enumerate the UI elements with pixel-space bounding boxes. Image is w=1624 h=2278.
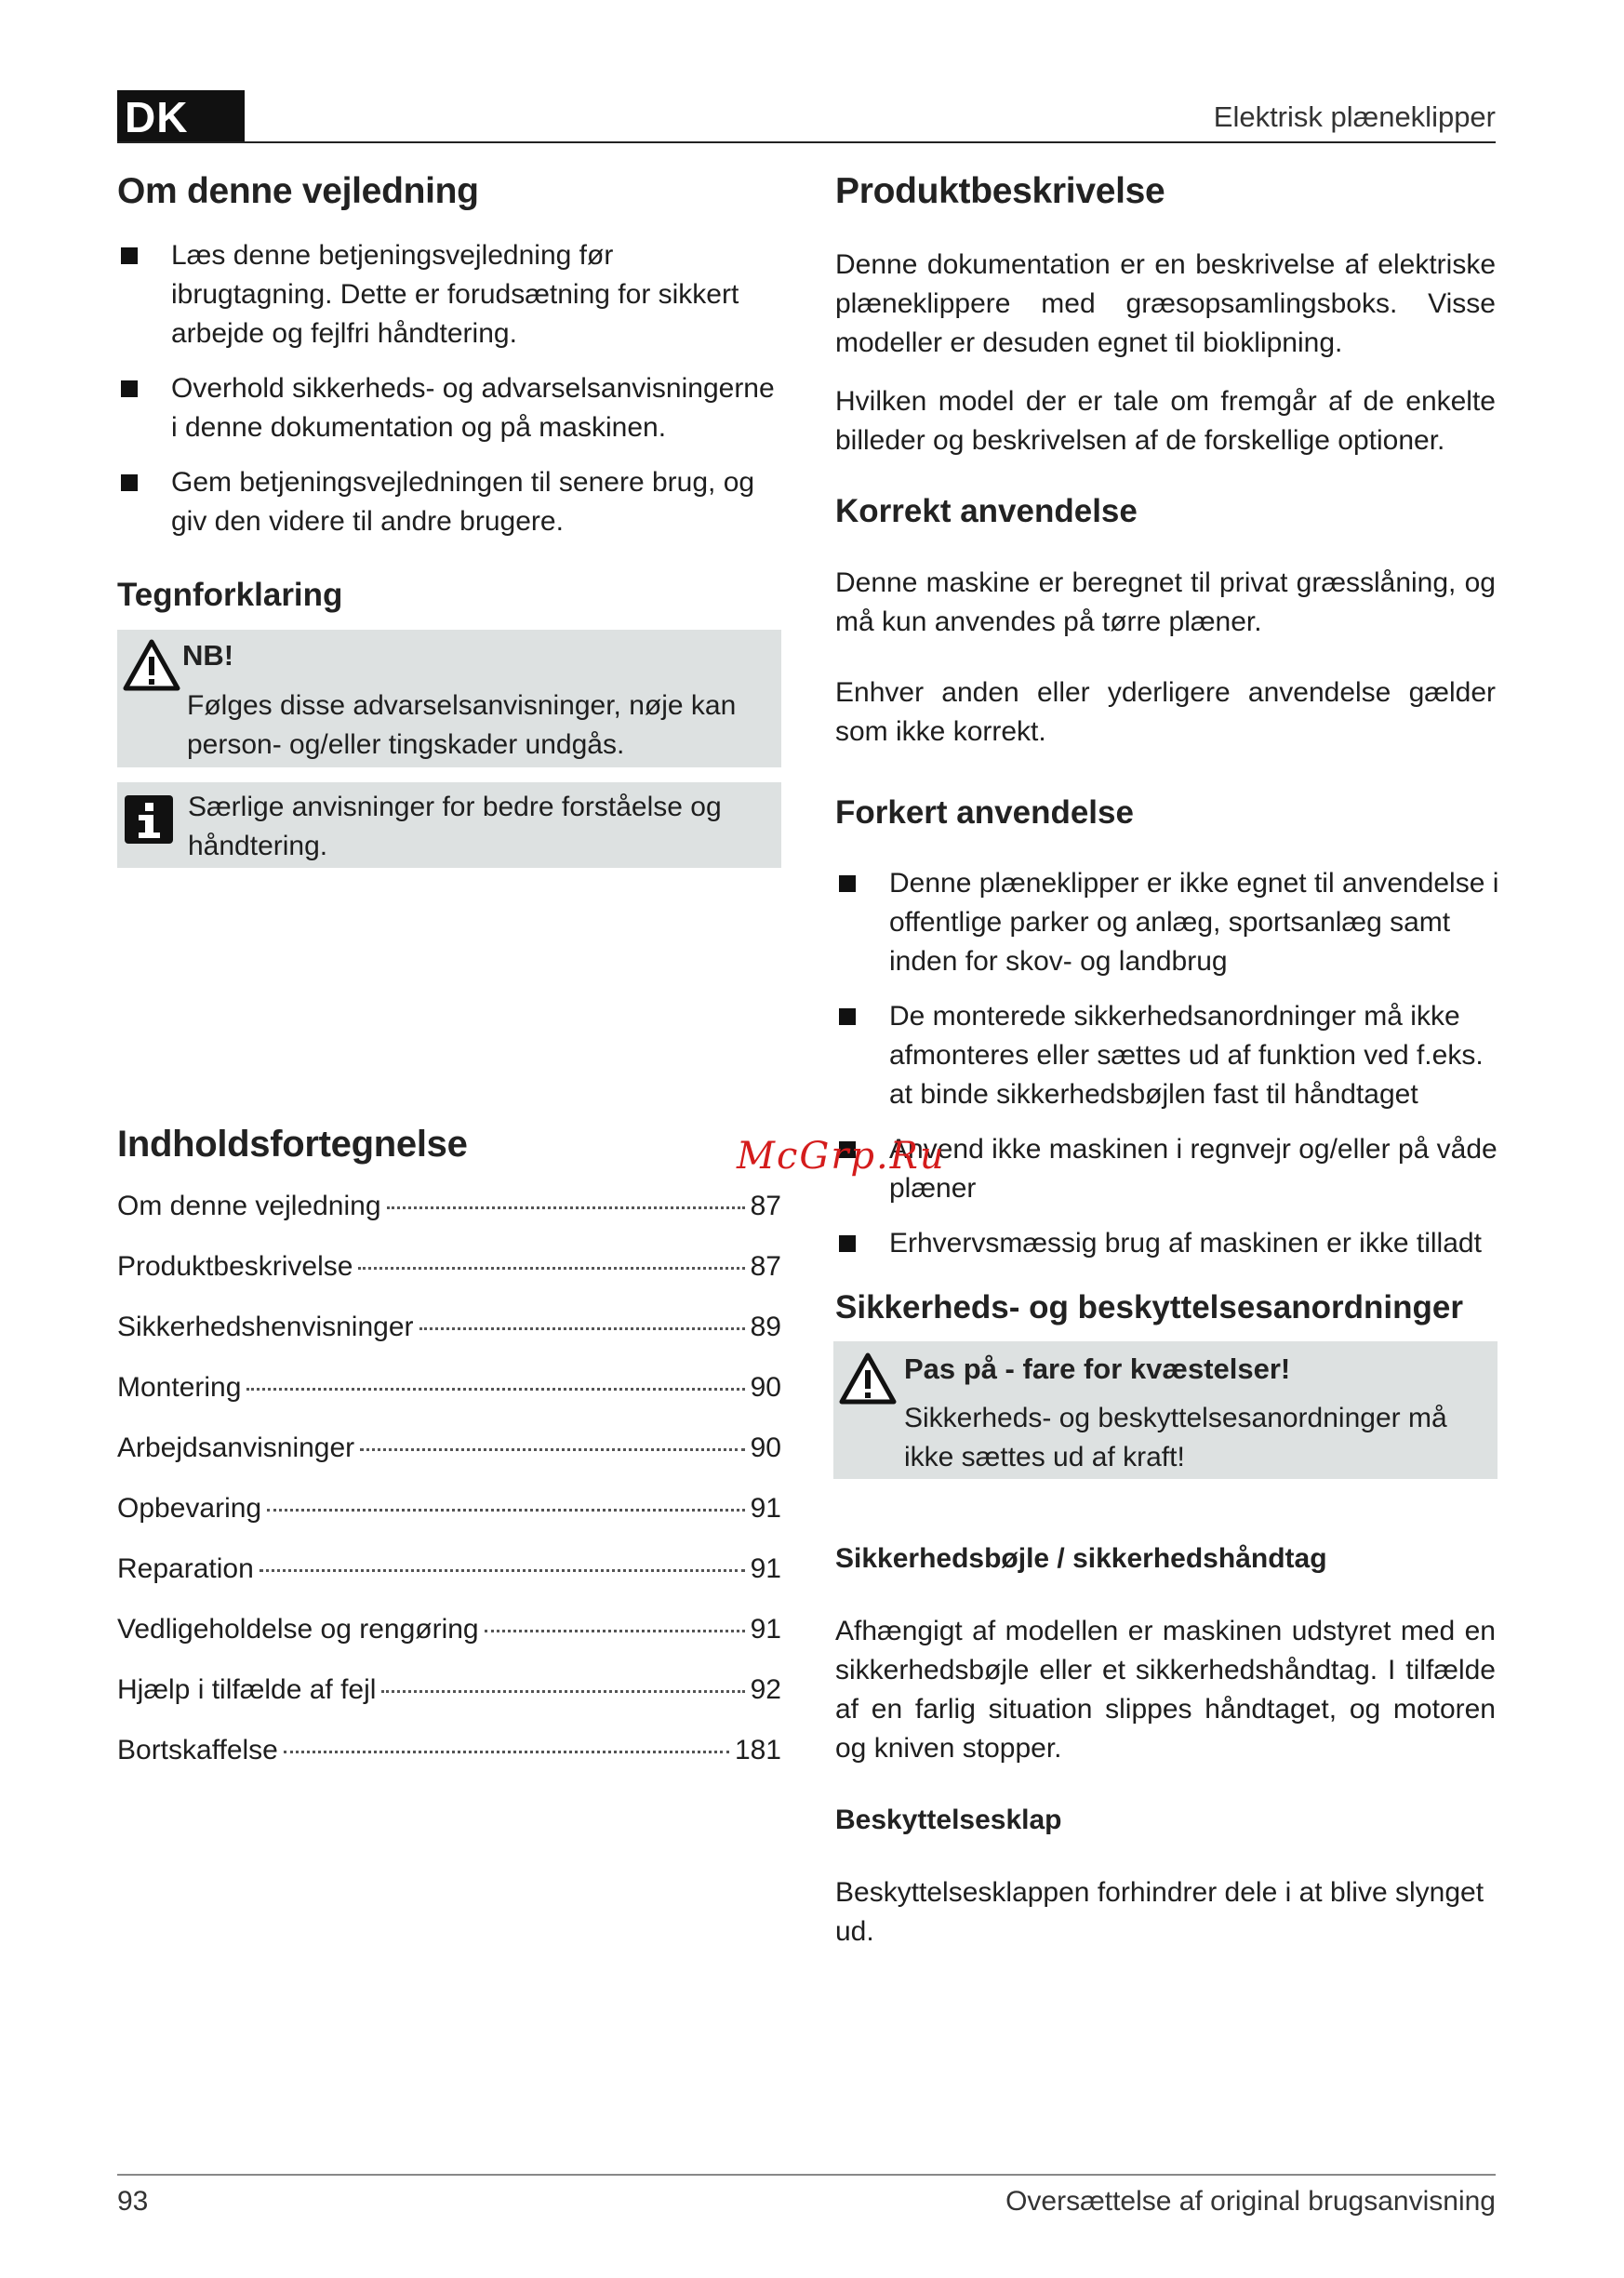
product-heading: Produktbeskrivelse <box>835 171 1165 211</box>
legend-info-box <box>117 782 781 868</box>
page-number: 93 <box>117 2186 149 2217</box>
bullet-square-icon <box>839 875 856 892</box>
safety-bail-heading: Sikkerhedsbøjle / sikkerhedshåndtag <box>835 1543 1327 1574</box>
protection-flap-heading: Beskyttelsesklap <box>835 1805 1062 1835</box>
footer-text: Oversættelse af original brugsanvisning <box>1005 2186 1496 2217</box>
bullet-square-icon <box>121 380 138 397</box>
about-heading: Om denne vejledning <box>117 171 479 211</box>
toc-entry[interactable]: Bortskaffelse 181 <box>117 1735 781 1765</box>
watermark: McGrp.Ru <box>737 1135 946 1178</box>
bullet-square-icon <box>839 1235 856 1252</box>
legend-heading: Tegnforklaring <box>117 577 343 613</box>
toc-entry[interactable]: Produktbeskrivelse 87 <box>117 1251 781 1282</box>
safety-warning-box <box>833 1341 1498 1479</box>
list-item: Anvend ikke maskinen i regnvejr og/eller på våde plæner <box>835 1130 1505 1208</box>
bullet-square-icon <box>121 474 138 491</box>
safety-heading: Sikkerheds- og beskyttelsesanordninger <box>835 1289 1463 1326</box>
protection-flap-paragraph: Beskyttelsesklappen forhindrer dele i at blive slynget ud. <box>835 1877 1484 1947</box>
list-item: Erhvervsmæssig brug af maskinen er ikke tilladt <box>835 1224 1505 1263</box>
info-text: Særlige anvisninger for bedre forståelse og håndtering. <box>188 792 722 861</box>
warning-triangle-icon <box>839 1352 897 1405</box>
list-item: Gem betjeningsvejledningen til senere brug, og giv den videre til andre brugere. <box>117 463 782 541</box>
toc-entry[interactable]: Vedligeholdelse og rengøring 91 <box>117 1614 781 1645</box>
bullet-square-icon <box>839 1008 856 1025</box>
toc-entry[interactable]: Sikkerhedshenvisninger 89 <box>117 1312 781 1342</box>
warning-triangle-icon <box>123 639 180 691</box>
toc-entry[interactable]: Hjælp i tilfælde af fejl 92 <box>117 1674 781 1705</box>
legend-warning-box <box>117 630 781 767</box>
language-badge: DK <box>117 90 245 142</box>
toc-entry[interactable]: Om denne vejledning 87 <box>117 1191 781 1221</box>
list-item: Overhold sikkerheds- og advarselsanvisningerne i denne dokumentation og på maskinen. <box>117 369 782 447</box>
warning-label: NB! <box>182 639 234 672</box>
wrong-use-heading: Forkert anvendelse <box>835 794 1134 831</box>
warning-text: Følges disse advarselsanvisninger, nøje kan person- og/eller tingskader undgås. <box>187 690 737 760</box>
info-icon <box>123 793 175 846</box>
list-item: De monterede sikkerhedsanordninger må ikke afmonteres eller sættes ud af funktion ved f.eks. at binde sikkerhedsbøjlen fast til håndtaget <box>835 997 1505 1114</box>
list-item: Denne plæneklipper er ikke egnet til anvendelse i offentlige parker og anlæg, sportsanlæg samt inden for skov- og landbrug <box>835 864 1505 981</box>
wrong-use-bullet-list <box>835 864 1505 1279</box>
header-title: Elektrisk plæneklipper <box>1213 100 1496 133</box>
correct-use-paragraph-2: Enhver anden eller yderligere anvendelse gælder som ikke korrekt. <box>835 677 1496 747</box>
product-paragraph-1: Denne dokumentation er en beskrivelse af elektriske plæneklippere med græsopsamlingsboks. Visse modeller er desuden egnet til bioklipning. <box>835 249 1496 358</box>
correct-use-paragraph-1: Denne maskine er beregnet til privat græsslåning, og må kun anvendes på tørre plæner. <box>835 567 1496 637</box>
about-bullet-list <box>117 236 782 541</box>
table-of-contents <box>117 1191 781 1795</box>
header-divider <box>117 141 1496 143</box>
product-paragraph-2: Hvilken model der er tale om fremgår af de enkelte billeder og beskrivelsen af de forskellige optioner. <box>835 386 1496 456</box>
footer-divider <box>117 2174 1496 2176</box>
toc-entry[interactable]: Arbejdsanvisninger 90 <box>117 1432 781 1463</box>
about-section <box>117 171 782 557</box>
toc-entry[interactable]: Montering 90 <box>117 1372 781 1403</box>
safety-bail-paragraph: Afhængigt af modellen er maskinen udstyret med en sikkerhedsbøjle eller et sikkerhedshåndtag. I tilfælde af en farlig situation slippes håndtaget, og motoren og kniven stopper. <box>835 1616 1496 1764</box>
safety-warning-label: Pas på - fare for kvæstelser! <box>904 1352 1291 1385</box>
toc-entry[interactable]: Reparation 91 <box>117 1553 781 1584</box>
toc-heading: Indholdsfortegnelse <box>117 1124 468 1165</box>
safety-warning-text: Sikkerheds- og beskyttelsesanordninger må ikke sættes ud af kraft! <box>904 1403 1447 1472</box>
list-item: Læs denne betjeningsvejledning før ibrugtagning. Dette er forudsætning for sikkert arbejde og fejlfri håndtering. <box>117 236 782 353</box>
correct-use-heading: Korrekt anvendelse <box>835 493 1138 529</box>
toc-entry[interactable]: Opbevaring 91 <box>117 1493 781 1524</box>
bullet-square-icon <box>121 247 138 264</box>
